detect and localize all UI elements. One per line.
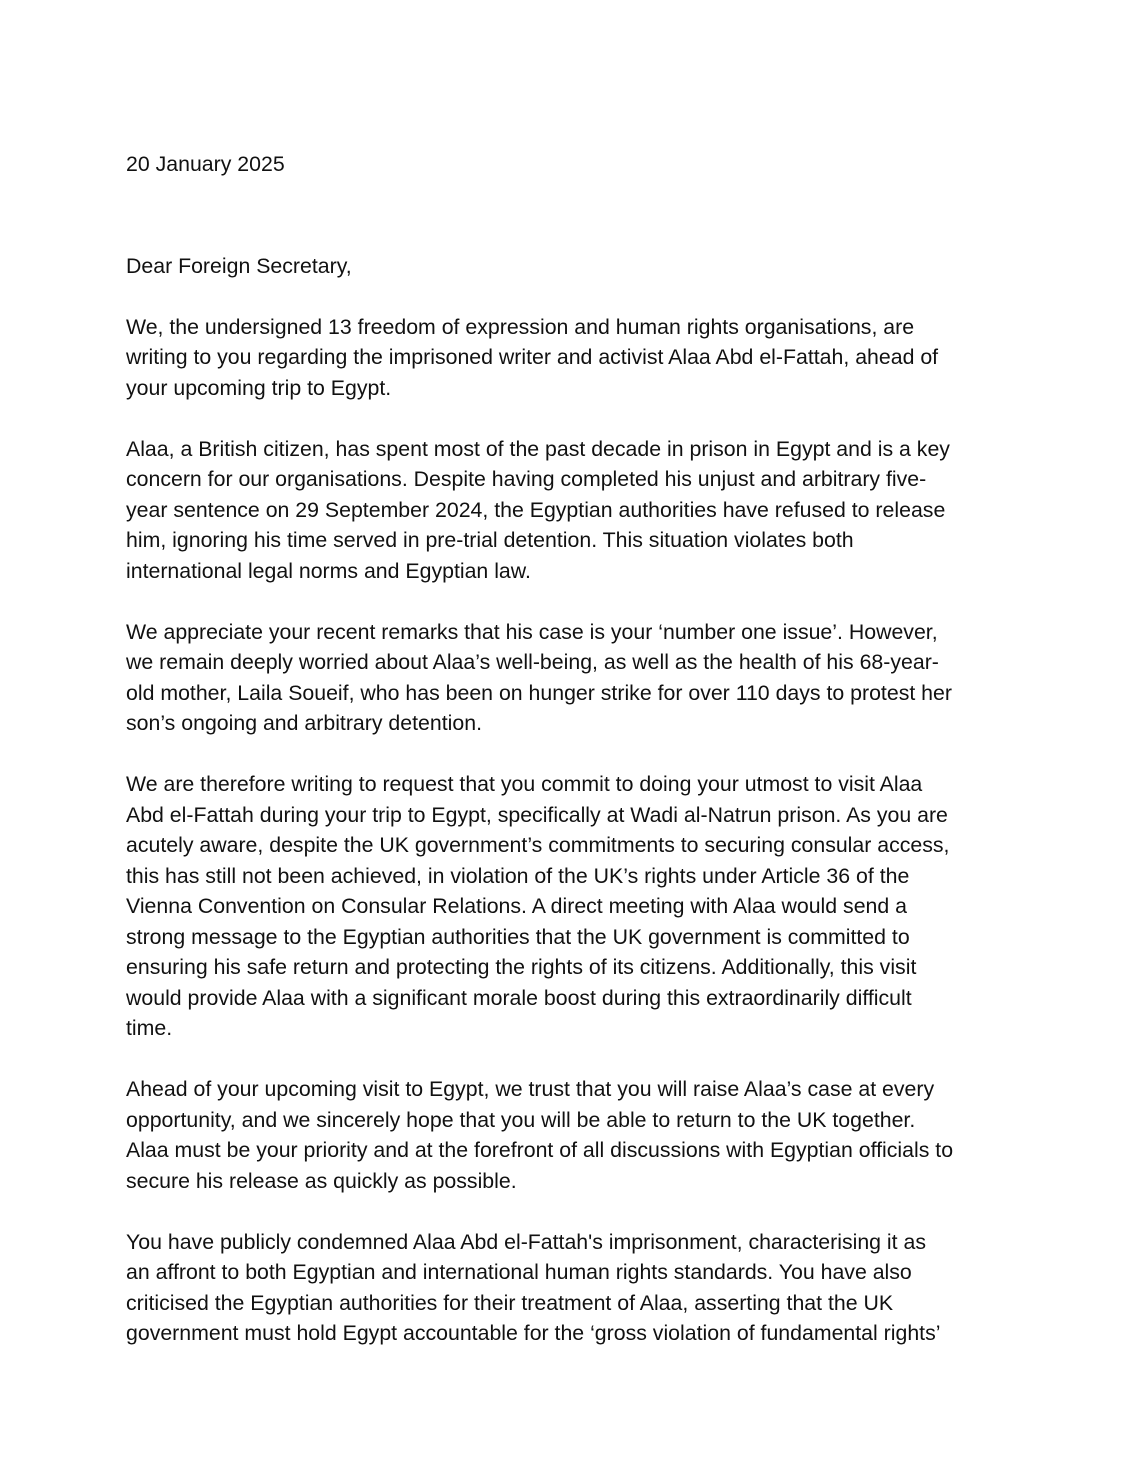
paragraph-1 (126, 312, 1026, 404)
paragraph-line: this has still not been achieved, in violation of the UK’s rights under Article 36 of the (126, 863, 910, 888)
paragraph-line: writing to you regarding the imprisoned writer and activist Alaa Abd el-Fattah, ahead of (126, 345, 939, 369)
paragraph-line: would provide Alaa with a significant morale boost during this extraordinarily difficult (126, 985, 912, 1010)
letter-body (126, 149, 1026, 1349)
paragraph-line: year sentence on 29 September 2024, the Egyptian authorities have refused to release (126, 497, 946, 522)
paragraph-line: You have publicly condemned Alaa Abd el-Fattah's imprisonment, characterising it as (126, 1229, 926, 1254)
paragraph-5 (126, 1074, 1026, 1196)
paragraph-line: international legal norms and Egyptian law. (126, 558, 531, 583)
paragraph-line: we remain deeply worried about Alaa’s well-being, as well as the health of his 68-year- (126, 650, 939, 674)
paragraph-line: government must hold Egypt accountable for the ‘gross violation of fundamental rights’ (126, 1321, 941, 1345)
paragraph-line: old mother, Laila Soueif, who has been on hunger strike for over 110 days to protest her (126, 680, 952, 705)
paragraph-line: Alaa, a British citizen, has spent most of the past decade in prison in Egypt and is a key (126, 436, 950, 461)
paragraph-line: secure his release as quickly as possible. (126, 1168, 517, 1193)
paragraph-line: son’s ongoing and arbitrary detention. (126, 711, 482, 735)
paragraph-6 (126, 1227, 1026, 1349)
paragraph-line: concern for our organisations. Despite having completed his unjust and arbitrary five- (126, 467, 927, 491)
paragraph-4 (126, 769, 1026, 1044)
paragraph-line: Alaa must be your priority and at the forefront of all discussions with Egyptian officials to (126, 1138, 954, 1162)
paragraph-line: him, ignoring his time served in pre-trial detention. This situation violates both (126, 528, 854, 552)
paragraph-line: Abd el-Fattah during your trip to Egypt, specifically at Wadi al-Natrun prison. As you are (126, 802, 948, 827)
paragraph-line: your upcoming trip to Egypt. (126, 375, 392, 400)
letter-salutation: Dear Foreign Secretary, (126, 253, 352, 278)
paragraph-line: time. (126, 1016, 173, 1040)
paragraph-3 (126, 617, 1026, 739)
paragraph-line: opportunity, and we sincerely hope that you will be able to return to the UK together. (126, 1107, 916, 1132)
paragraph-line: criticised the Egyptian authorities for their treatment of Alaa, asserting that the UK (126, 1290, 894, 1315)
paragraph-line: We are therefore writing to request that you commit to doing your utmost to visit Alaa (126, 772, 923, 796)
paragraph-line: acutely aware, despite the UK government’s commitments to securing consular access, (126, 833, 950, 857)
letter-date: 20 January 2025 (126, 152, 285, 176)
paragraph-line: We appreciate your recent remarks that his case is your ‘number one issue’. However, (126, 619, 938, 644)
paragraph-line: ensuring his safe return and protecting the rights of its citizens. Additionally, this visit (126, 955, 917, 979)
paragraph-2 (126, 434, 1026, 587)
paragraph-line: We, the undersigned 13 freedom of expression and human rights organisations, are (126, 314, 915, 339)
paragraph-line: Ahead of your upcoming visit to Egypt, we trust that you will raise Alaa’s case at every (126, 1077, 935, 1101)
paragraph-line: an affront to both Egyptian and international human rights standards. You have also (126, 1260, 912, 1284)
paragraph-line: strong message to the Egyptian authorities that the UK government is committed to (126, 924, 910, 949)
paragraph-line: Vienna Convention on Consular Relations. A direct meeting with Alaa would send a (126, 894, 907, 918)
